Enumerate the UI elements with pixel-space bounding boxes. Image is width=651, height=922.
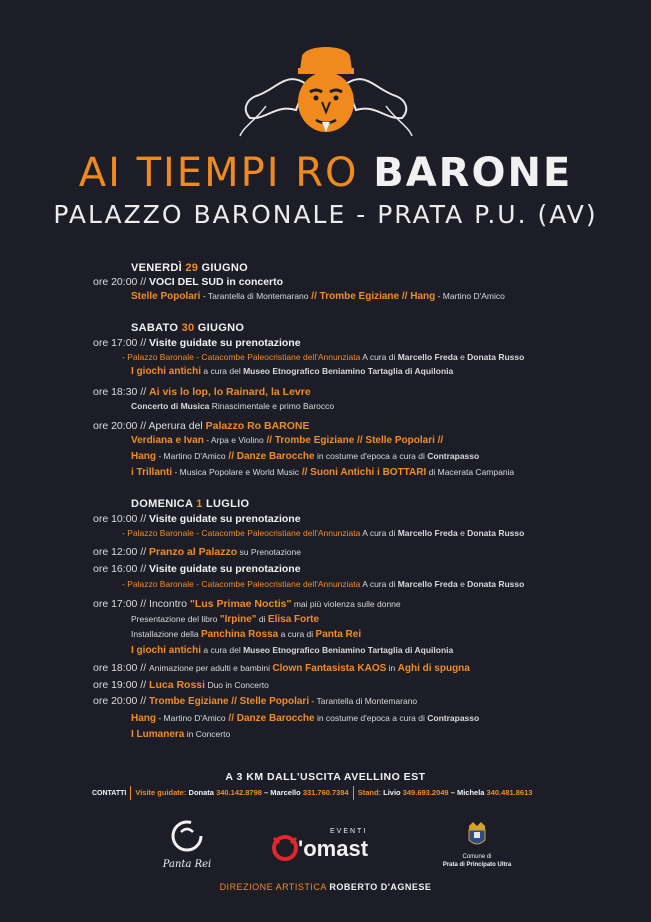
text-segment: GIUGNO (194, 322, 245, 334)
text-segment: "Irpine" (219, 614, 257, 625)
text-segment: // (263, 435, 275, 446)
text-segment: - (193, 352, 202, 362)
text-segment: // (434, 435, 444, 446)
text-segment: A cura di (360, 528, 398, 538)
text-segment: Clown Fantasista KAOS (272, 663, 387, 674)
text-segment: - Martino D'Amico (156, 451, 226, 461)
text-segment: Luca Rossi (149, 679, 206, 691)
text-segment: in Concerto (184, 729, 231, 739)
text-segment: 1 (196, 498, 203, 510)
text-segment: di (256, 614, 268, 624)
baroque-mask-icon (236, 40, 416, 150)
text-segment: A cura di (360, 352, 398, 362)
text-segment: Panchina Rossa (200, 629, 279, 640)
text-segment: - Martino D'Amico (156, 713, 226, 723)
event-line (131, 628, 361, 641)
event-line (131, 290, 505, 303)
text-segment: ore 18:30 // (93, 386, 150, 398)
text-segment: Donata Russo (467, 579, 525, 589)
text-segment: I giochi antichi (131, 366, 202, 377)
event-line (131, 712, 479, 725)
artistic-direction: DIREZIONE ARTISTICA ROBERTO D'AGNESE (219, 882, 432, 892)
text-segment: Marcello Freda (397, 528, 458, 538)
text-segment: Donata Russo (467, 528, 525, 538)
text-segment: - Palazzo Baronale (122, 352, 194, 362)
text-segment: Stelle Popolari (365, 435, 435, 446)
text-segment: GIUGNO (198, 262, 248, 274)
text-segment: Donata Russo (467, 352, 525, 362)
text-segment: Trombe Egiziane (274, 435, 355, 446)
text-segment: Ai vis lo lop, lo Rainard, la Levre (149, 386, 311, 398)
day-heading-friday (131, 262, 248, 275)
event-line (93, 513, 301, 526)
text-segment: Catacombe Paleocristiane dell'Annunziata (201, 352, 361, 362)
text-segment: Elisa Forte (267, 614, 320, 625)
event-line (93, 276, 283, 289)
text-segment: – Marcello (261, 787, 303, 797)
event-line (93, 563, 301, 576)
text-segment: Verdiana e Ivan (131, 435, 204, 446)
text-segment: Aperura del (148, 420, 206, 432)
text-segment: ore 10:00 // (93, 513, 150, 525)
text-segment: Aghi di spugna (397, 663, 470, 674)
text-segment: 349.693.2049 (402, 787, 449, 797)
municipal-crest-icon (437, 820, 517, 848)
event-line (93, 337, 301, 350)
text-segment: – Michela (448, 787, 487, 797)
panta-rei-logo-icon (152, 818, 222, 854)
text-segment: Suoni Antichi i BOTTARI (310, 467, 427, 478)
text-segment: in costume d'epoca a cura di (314, 713, 428, 723)
text-segment: Stelle Popolari (239, 696, 310, 707)
event-line (122, 351, 524, 364)
text-segment: Marcello Freda (397, 352, 458, 362)
text-segment: e (457, 352, 468, 362)
text-segment: - (193, 528, 202, 538)
text-segment: VOCI DEL SUD in concerto (149, 276, 284, 288)
text-segment: Installazione della (131, 629, 201, 639)
text-segment: // (299, 467, 311, 478)
text-segment (130, 786, 131, 800)
text-segment: su Prenotazione (237, 547, 301, 557)
event-line (122, 527, 524, 540)
text-segment: ore 20:00 // (93, 276, 150, 288)
text-segment: - Musica Popolare e World Music (172, 467, 300, 477)
text-segment: 340.481.8613 (486, 787, 533, 797)
day-heading-saturday (131, 322, 244, 335)
text-segment: mai più violenza sulle donne (291, 599, 401, 609)
text-segment: Danze Barocche (236, 451, 315, 462)
text-segment: in costume d'epoca a cura di (314, 451, 428, 461)
text-segment: Marcello Freda (397, 579, 458, 589)
event-line (131, 466, 514, 479)
event-line (93, 386, 311, 399)
text-segment: Duo in Concerto (205, 680, 269, 690)
text-segment: I giochi antichi (131, 645, 202, 656)
text-segment: // (225, 451, 237, 462)
omast-logo-icon (270, 832, 300, 862)
text-segment: Visite guidate su prenotazione (149, 563, 301, 575)
poster-title: AI TIEMPI RO BARONE (78, 150, 573, 196)
text-segment: Museo Etnografico Beniamino Tartaglia di Aquilonia (243, 645, 454, 655)
text-segment: ore 16:00 // (93, 563, 150, 575)
text-segment: CONTATTI (92, 789, 127, 797)
text-segment: - Palazzo Baronale (122, 528, 194, 538)
text-segment: ore 20:00 // (93, 420, 149, 432)
text-segment: Pranzo al Palazzo (149, 546, 238, 558)
event-line (93, 695, 417, 708)
text-segment: - Arpa e Violino (203, 435, 264, 445)
comune-logo: Comune di Prata di Principato Ultra (437, 820, 517, 872)
text-segment: ore 12:00 // (93, 546, 150, 558)
text-segment: // (228, 696, 240, 707)
text-segment: Hang (131, 451, 156, 462)
event-line (131, 434, 443, 447)
text-segment: Stelle Popolari (131, 291, 201, 302)
text-segment: - Tarantella di Montemarano (309, 696, 418, 706)
text-segment: ore 18:00 // (93, 662, 150, 674)
text-segment: 331.760.7384 (302, 787, 349, 797)
text-segment: Donata (186, 787, 217, 797)
text-segment: e (457, 528, 468, 538)
text-segment: ore 20:00 // (93, 695, 150, 707)
day-heading-sunday (131, 498, 249, 511)
event-line (131, 644, 453, 657)
text-segment: a cura di (278, 629, 316, 639)
text-segment: 29 (185, 262, 199, 274)
text-segment: Presentazione del libro (131, 614, 220, 624)
text-segment: LUGLIO (202, 498, 250, 510)
event-line (131, 450, 479, 463)
text-segment: - Martino D'Amico (435, 291, 505, 301)
text-segment: Palazzo Ro BARONE (205, 420, 310, 432)
text-segment: Trombe Egiziane (319, 291, 400, 302)
event-line (131, 400, 334, 413)
text-segment: - Palazzo Baronale (122, 579, 194, 589)
text-segment: "Lus Primae Noctis" (189, 598, 292, 610)
text-segment: SABATO (131, 322, 182, 334)
text-segment: // (225, 713, 237, 724)
text-segment: Livio (381, 787, 403, 797)
poster-subtitle: PALAZZO BARONALE - PRATA P.U. (AV) (53, 200, 598, 229)
text-segment: Animazione per adulti e bambini (149, 663, 273, 673)
text-segment: A cura di (360, 579, 398, 589)
text-segment: Danze Barocche (236, 713, 315, 724)
text-segment: // (354, 435, 366, 446)
text-segment: DOMENICA (131, 498, 197, 510)
text-segment: Hang (131, 713, 156, 724)
text-segment: ore 17:00 // (93, 598, 150, 610)
event-line (131, 728, 230, 741)
text-segment: I Lumanera (131, 729, 185, 740)
text-segment: Contrapasso (427, 713, 480, 723)
event-line (93, 598, 401, 611)
text-segment: ore 19:00 // (93, 679, 150, 691)
text-segment: Visite guidate su prenotazione (149, 337, 301, 349)
text-segment: Visite guidate su prenotazione (149, 513, 301, 525)
exit-info: A 3 KM DALL'USCITA AVELLINO EST (225, 771, 426, 783)
event-line (93, 662, 470, 675)
event-line (93, 546, 301, 559)
text-segment: Incontro (149, 598, 190, 610)
text-segment: a cura del (201, 645, 244, 655)
text-segment: Museo Etnografico Beniamino Tartaglia di Aquilonia (243, 366, 454, 376)
text-segment: Stand: (357, 787, 382, 797)
text-segment: Catacombe Paleocristiane dell'Annunziata (201, 528, 361, 538)
text-segment: di Macerata Campania (426, 467, 515, 477)
event-line (93, 420, 310, 433)
text-segment: - (193, 579, 202, 589)
event-line (122, 578, 524, 591)
text-segment: i Trillanti (131, 467, 173, 478)
contacts-bar (92, 786, 572, 808)
text-segment: Trombe Egiziane (149, 696, 229, 707)
event-line (131, 613, 319, 626)
text-segment: 30 (181, 322, 195, 334)
text-segment: Catacombe Paleocristiane dell'Annunziata (201, 579, 361, 589)
text-segment: ore 17:00 // (93, 337, 150, 349)
text-segment: Hang (410, 291, 436, 302)
omast-logo: EVENTI 'omast (268, 826, 388, 866)
text-segment: e (457, 579, 468, 589)
text-segment: in (386, 663, 398, 673)
text-segment: Concerto di Musica (131, 401, 210, 411)
text-segment: VENERDÌ (131, 262, 186, 274)
event-line (131, 365, 453, 378)
text-segment: Panta Rei (315, 629, 362, 640)
text-segment: Rinascimentale e primo Barocco (209, 401, 335, 411)
text-segment: 340.142.8798 (216, 787, 262, 797)
event-line (93, 679, 269, 692)
panta-rei-logo: Panta Rei (152, 818, 222, 872)
text-segment (353, 786, 354, 800)
text-segment: - Tarantella di Montemarano (200, 291, 309, 301)
text-segment: // (399, 291, 411, 302)
text-segment: a cura del (201, 366, 244, 376)
text-segment: // (308, 291, 320, 302)
text-segment: Visite guidate: (135, 787, 187, 797)
text-segment: Contrapasso (427, 451, 480, 461)
